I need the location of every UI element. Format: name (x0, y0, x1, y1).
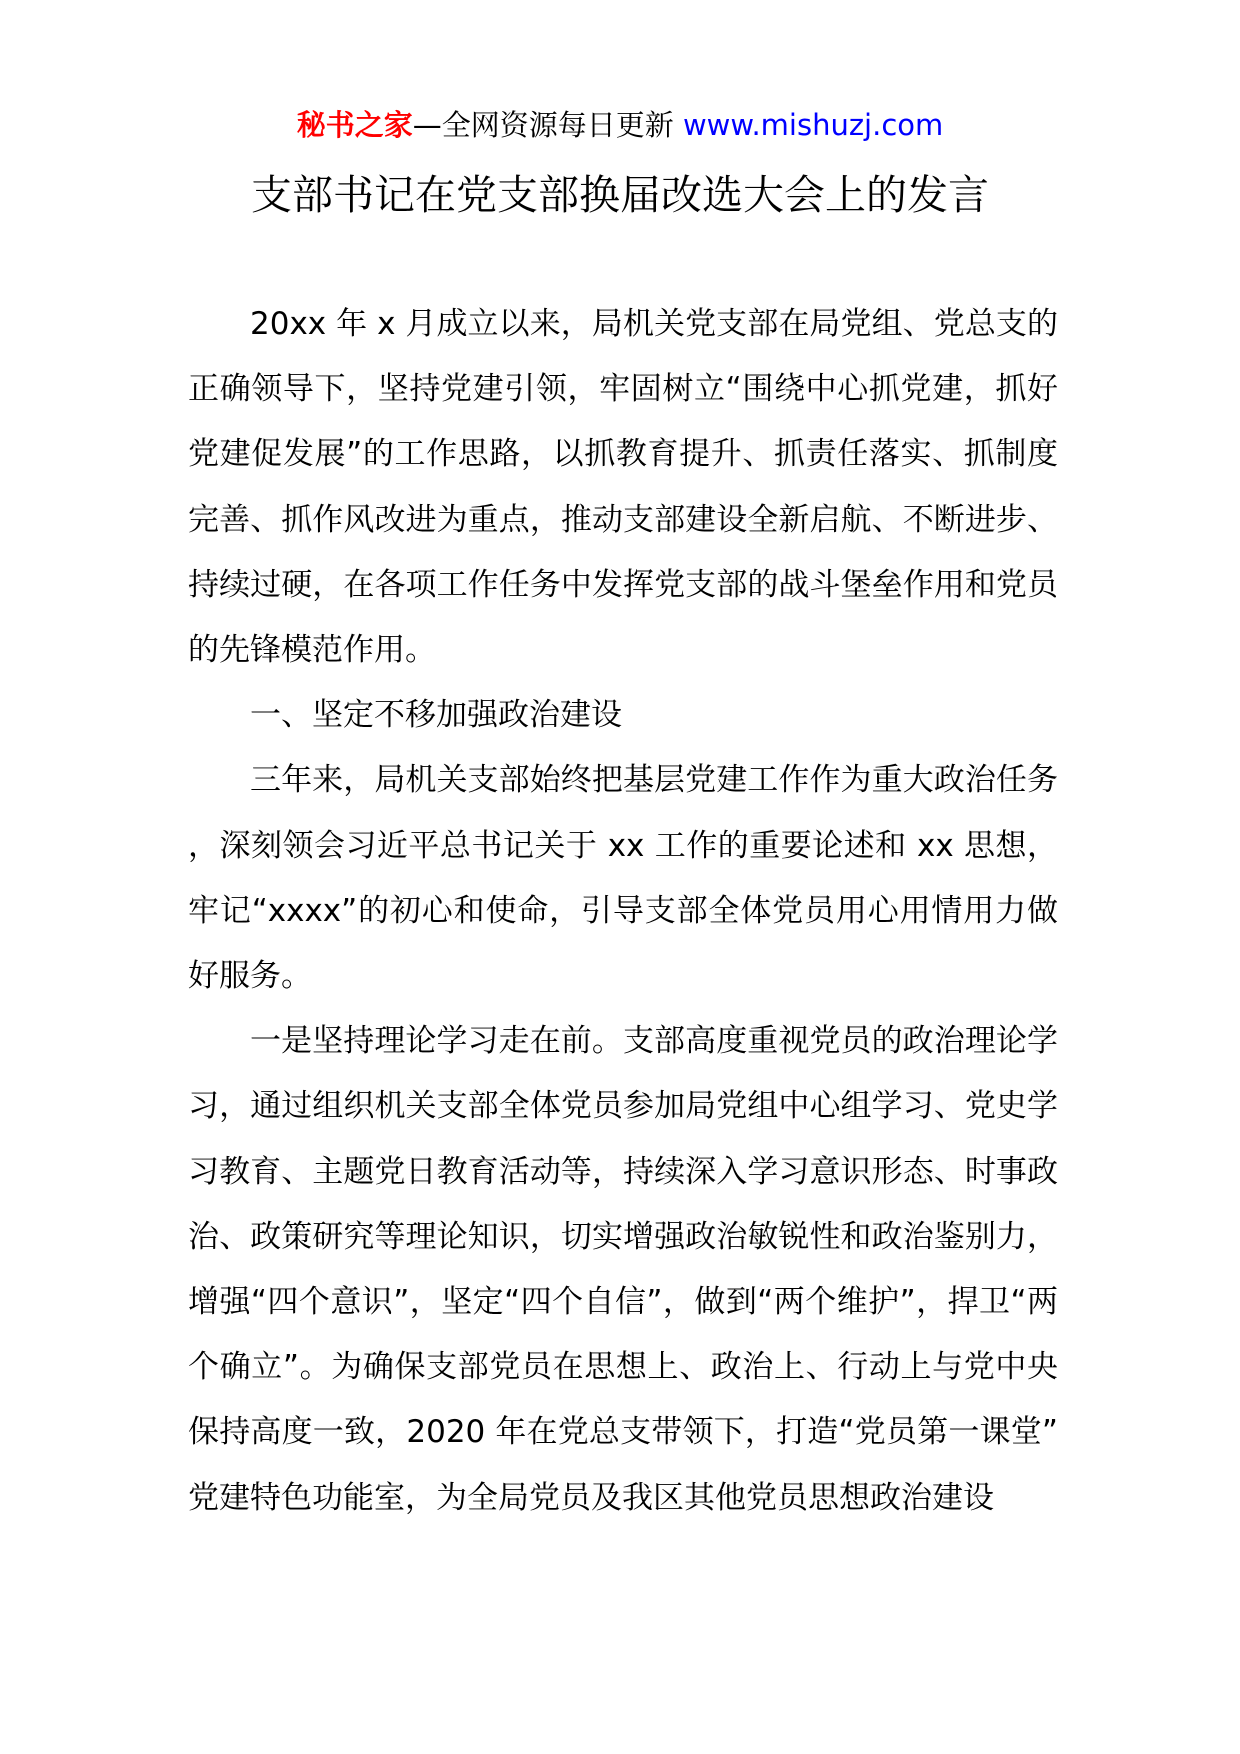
paragraph-section-summary: 三年来，局机关支部始终把基层党建工作作为重大政治任务，深刻领会习近平总书记关于 xx 工作的重要论述和 xx 思想，牢记“xxxx”的初心和使命，引导支部全体党员用心用情用力做好服务。 (188, 762, 1058, 995)
site-url-link[interactable]: www.mishuzj.com (682, 108, 944, 142)
paragraph-theory-study: 一是坚持理论学习走在前。支部高度重视党员的政治理论学习，通过组织机关支部全体党员参加局党组中心组学习、党史学习教育、主题党日教育活动等，持续深入学习意识形态、时事政治、政策研究等理论知识，切实增强政治敏锐性和政治鉴别力，增强“四个意识”，坚定“四个自信”，做到“两个维护”，捍卫“两个确立”。为确保支部党员在思想上、政治上、行动上与党中央保持高度一致，2020 年在党总支带领下，打造“党员第一课堂”党建特色功能室，为全局党员及我区其他党员思想政治建设 (188, 1023, 1058, 1516)
site-brand: 秘书之家 (296, 108, 413, 142)
site-header (0, 100, 1240, 150)
site-tagline: —全网资源每日更新 (412, 108, 674, 142)
document-body (188, 292, 1058, 1531)
section-heading: 一、坚定不移加强政治建设 (250, 697, 622, 734)
paragraph-intro: 20xx 年 x 月成立以来，局机关党支部在局党组、党总支的正确领导下，坚持党建引领，牢固树立“围绕中心抓党建，抓好党建促发展”的工作思路，以抓教育提升、抓责任落实、抓制度完善、抓作风改进为重点，推动支部建设全新启航、不断进步、持续过硬，在各项工作任务中发挥党支部的战斗堡垒作用和党员的先锋模范作用。 (188, 306, 1058, 669)
document-title: 支部书记在党支部换届改选大会上的发言 (251, 171, 989, 219)
